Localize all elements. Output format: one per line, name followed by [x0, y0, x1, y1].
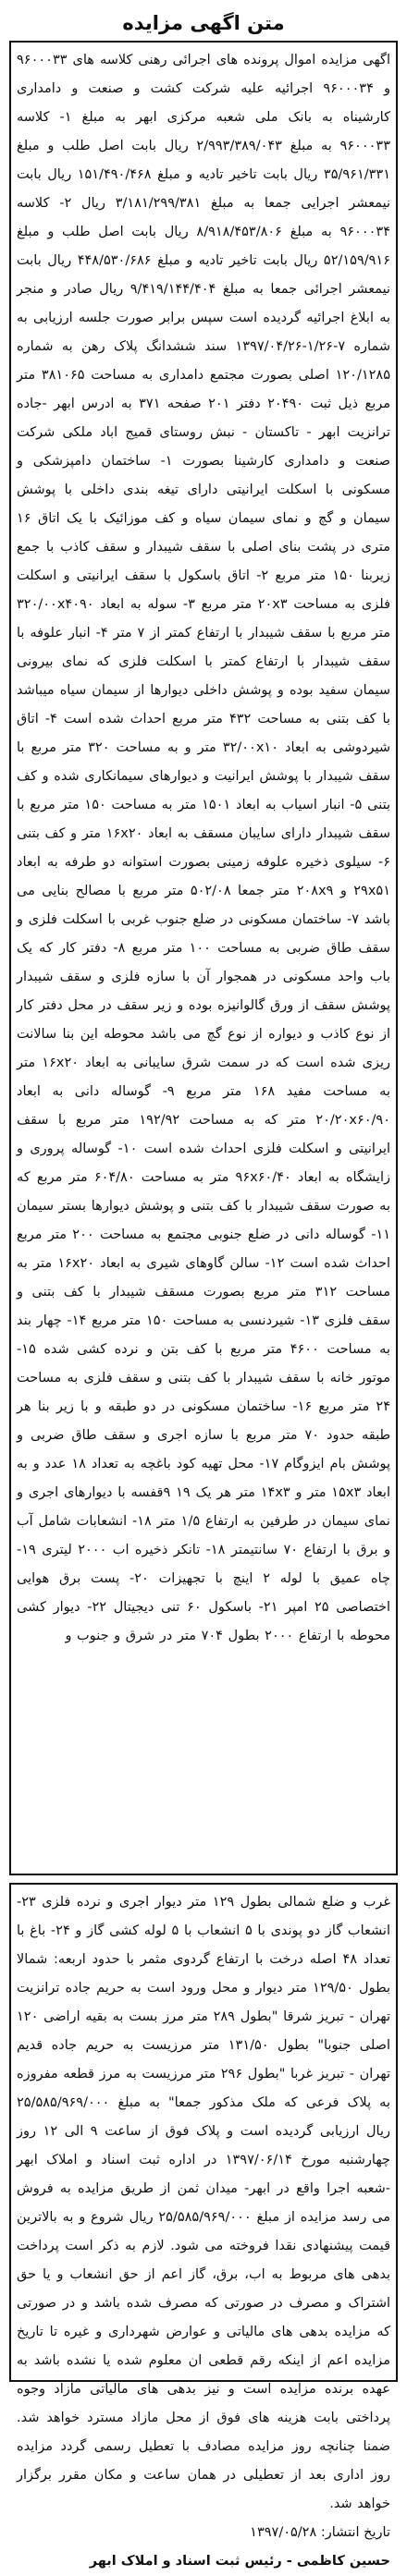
ad-body-box-1	[9, 41, 398, 1875]
ad-title: متن اگهی مزایده	[122, 12, 285, 34]
ad-body-text-2: غرب و ضلع شمالی بطول ۱۲۹ متر دیوار اجری و نرده فلزی ۲۳- انشعاب گاز دو پوندی با ۵ انشعاب با ۵ لوله کشی گاز و ۲۴- باغ با تعداد ۴۸ اصله درخت با ارتفاع گردوی مثمر با حدود اربعه: شمالا بطول ۱۲۹/۵۰ متر دیوار و محل ورود است به حریم جاده ترانزیت تهران - تبریز شرقا "بطول ۲۸۹ متر مرز بست به بقیه اراضی ۱۲۰ اصلی جنوبا" بطول ۱۳۱/۵۰ متر مرزیست به حریم جاده قدیم تهران - تبریز غربا "بطول ۲۹۶ متر مرزیست به مرز قطعه مفروزه به پلاک فرعی که ملک مذکور جمعا" به مبلغ ۲۵/۵۸۵/۹۶۹/۰۰۰ ریال ارزیابی گردیده است و پلاک فوق از ساعت ۹ الی ۱۲ روز چهارشنبه مورخ ۱۳۹۷/۰۶/۱۴ در اداره ثبت اسناد و املاک ابهر -شعبه اجرا واقع در ابهر- میدان ثمن از طریق مزایده به فروش می رسد مزایده از مبلغ ۲۵/۵۸۵/۹۶۹/۰۰۰ ریال شروع و به بالاترین قیمت پیشنهادی نقدا فروخته می شود. لازم به ذکر است پرداخت بدهی های مربوط به اب، برق، گاز اعم از حق انشعاب و یا حق اشتراک و مصرف در صورتی که مصرف شده باشد و در صورتی که مزایده بدهی های مالیاتی و عوارض شهرداری و غیره تا تاریخ مزایده اعم از اینکه رقم قطعی ان معلوم شده یا نشده باشد به عهده برنده مزایده است و نیز بدهی های مالیاتی مازاد وجوه پرداختی بابت هزینه های فوق از محل مازاد مسترد خواهد شد. ضمنا چنانچه روز مزایده مصادف با تعطیل رسمی گردد مزایده روز اداری بعد از تعطیلی در همان ساعت و مکان مقرر برگزار خواهد شد.	[17, 1895, 391, 2511]
publish-date: تاریخ انتشار: ۱۳۹۷/۰۵/۲۸	[250, 2525, 390, 2540]
ad-body-text-1: اگهی مزایده اموال پرونده های اجرائی رهنی کلاسه های ۹۶۰۰۰۳۳ و ۹۶۰۰۰۳۴ اجرائیه علیه شرکت کشت و صنعت و دامداری کارشیناه به بانک ملی شعبه مرکزی ابهر به مبلغ ۱- کلاسه ۹۶۰۰۰۳۳ به مبلغ ۲/۹۹۳/۳۸۹/۰۴۳ ریال بابت اصل طلب و مبلغ ۳۵/۹۶۱/۳۳۱ ریال بابت تاخیر تادیه و مبلغ ۱۵۱/۴۹۰/۴۶۸ ریال بابت نیمعشر اجرایی جمعا به مبلغ ۳/۱۸۱/۲۹۹/۳۸۱ ریال ۲- کلاسه ۹۶۰۰۰۳۴ به مبلغ ۸/۹۱۸/۴۵۳/۸۰۶ ریال بابت اصل طلب و مبلغ ۵۲/۱۵۹/۹۱۶ ریال بابت تاخیر تادیه و مبلغ ۴۴۸/۵۳۰/۶۸۶ ریال بابت نیمعشر اجرائی جمعا به مبلغ ۹/۴۱۹/۱۴۴/۴۰۴ ریال صادر و منجر به ابلاغ اجرائیه گردیده است سپس برابر صورت جلسه ارزیابی به شماره ۷-۱/۲۶-۱۳۹۷/۰۴/۲۶ سند ششدانگ پلاک رهن به شماره ۱۲۰/۱۲۸۵ اصلی بصورت مجتمع دامداری به مساحت ۳۸۱۰۶۵ متر مربع ذیل ثبت ۲۰۴۹۰ دفتر ۲۰۱ صفحه ۳۷۱ به ادرس ابهر -جاده ترانزیت ابهر - تاکستان - نبش روستای قمیج اباد ملکی شرکت صنعت و دامداری کارشینا بصورت ۱- ساختمان دامپزشکی و مسکونی با اسکلت ایرانیتی دارای تیغه بندی داخلی با پوشش سیمان و گچ و نمای سیمان سیاه و کف موزائیک با یک اتاق ۱۶ متری در پشت بنای اصلی با سقف شیبدار و سقف کاذب با جمع زیربنا ۱۵۰ متر مربع ۲- اتاق باسکول با سقف ایرانیتی و اسکلت فلزی به مساحت ۲۰x۳ متر مربع ۳- سوله به ابعاد ۳۲۰/۰۰x۴۰۹۰ متر مربع با سقف شیبدار با ارتفاع کمتر از ۷ متر ۴- انبار علوفه با سقف شیبدار با ارتفاع کمتر با اسکلت فلزی که نمای بیرونی سیمان سفید بوده و پوشش داخلی دیوارها از سیمان سیاه میباشد با کف بتنی به مساحت ۴۳۲ متر مربع احداث شده است ۴- اتاق شیردوشی به ابعاد ۳۲/۰۰x۱۰ متر و به مساحت ۳۲۰ متر مربع با سقف شیبدار با پوشش ایرانیت و دیوارهای سیمانکاری شده و کف بتنی ۵- انبار اسیاب به ابعاد ۱۵۰۱ متر به مساحت ۱۵۰ متر مربع با سقف شیبدار دارای سایبان مسقف به ابعاد ۱۶x۲۰ متر و کف بتنی ۶- سیلوی ذخیره علوفه زمینی بصورت استوانه دو طرفه به ابعاد ۲۹x۵۱ و ۲۰۸x۹ متر جمعا ۵۰۲/۰۸ متر مربع با مصالح بنایی می باشد ۷- ساختمان مسکونی در ضلع جنوب غربی با اسکلت فلزی و سقف طاق ضربی به مساحت ۱۰۰ متر مربع ۸- دفتر کار که یک باب واحد مسکونی در همجوار آن با سازه فلزی و سقف شیبدار پوشش سقف از ورق گالوانیزه بوده و زیر سقف در محل دفتر کار از نوع کاذب و دیواره از نوع گچ می باشد محوطه این بنا سالانت ریزی شده است که در سمت شرق سایبانی به ابعاد ۱۶x۲۰ متر به مساحت مفید ۱۶۸ متر مربع ۹- گوساله دانی به ابعاد ۲۰/۲۰x۶۰/۹۰ متر که به مساحت ۱۹۲/۹۲ متر مربع با سقف ایرانیتی و اسکلت فلزی احداث شده است ۱۰- گوساله پروری و زایشگاه به ابعاد ۹۶x۶۰/۴۰ متر به مساحت ۶۰۴/۸۰ متر مربع که به صورت سقف شیبدار با کف بتنی و پوشش دیوارها بستر سیمان ۱۱- گوساله دانی در ضلع جنوبی مجتمع به مساحت ۲۰۰ متر مربع احداث شده است ۱۲- سالن گاوهای شیری به ابعاد ۱۶x۲۰ متر به مساحت ۳۱۲ متر مربع بصورت مسقف شیبدار با کف بتنی و سقف فلزی ۱۳- شیردنسی به مساحت ۱۵۰ متر مربع ۱۴- چهار بند به مساحت ۴۶۰۰ متر مربع با کف بتن و نرده کشی شده ۱۵- موتور خانه با سقف شیبدار با کف بتنی و سقف فلزی به مساحت ۲۴ متر مربع ۱۶- ساختمان مسکونی در دو طبقه و با زیر بنا هر طبقه حدود ۷۰ متر مربع با سازه اجری و سقف طاق ضربی و پوشش بام ایزوگام ۱۷- محل تهیه کود باغچه به تعداد ۱۸ عدد و به ابعاد ۱۵x۳ متر و ۱۴x۳ متر هر یک ۱۹ ۹قفسه با دیوارهای اجری و نمای سیمان در طرفین به ارتفاع ۱/۵ متر ۱۸- انشعابات شامل آب و برق با ارتفاع ۷۰ سانتیمتر ۱۸- تانکر ذخیره اب ۲۰۰۰ لیتری ۱۹- چاه عمیق با لوله ۲ اینچ با تجهیزات ۲۰- پست برق هوایی اختصاصی ۲۵ امپر ۲۱- باسکول ۶۰ تنی دیجیتال ۲۲- دیوار کشی محوطه با ارتفاع ۲۰۰۰ بطول ۷۰۴ متر در شرق و جنوب و	[17, 53, 391, 1643]
signature: حسین کاظمی - رئیس ثبت اسناد و املاک ابهر	[89, 2554, 390, 2569]
ad-body-box-2	[9, 1883, 398, 2569]
